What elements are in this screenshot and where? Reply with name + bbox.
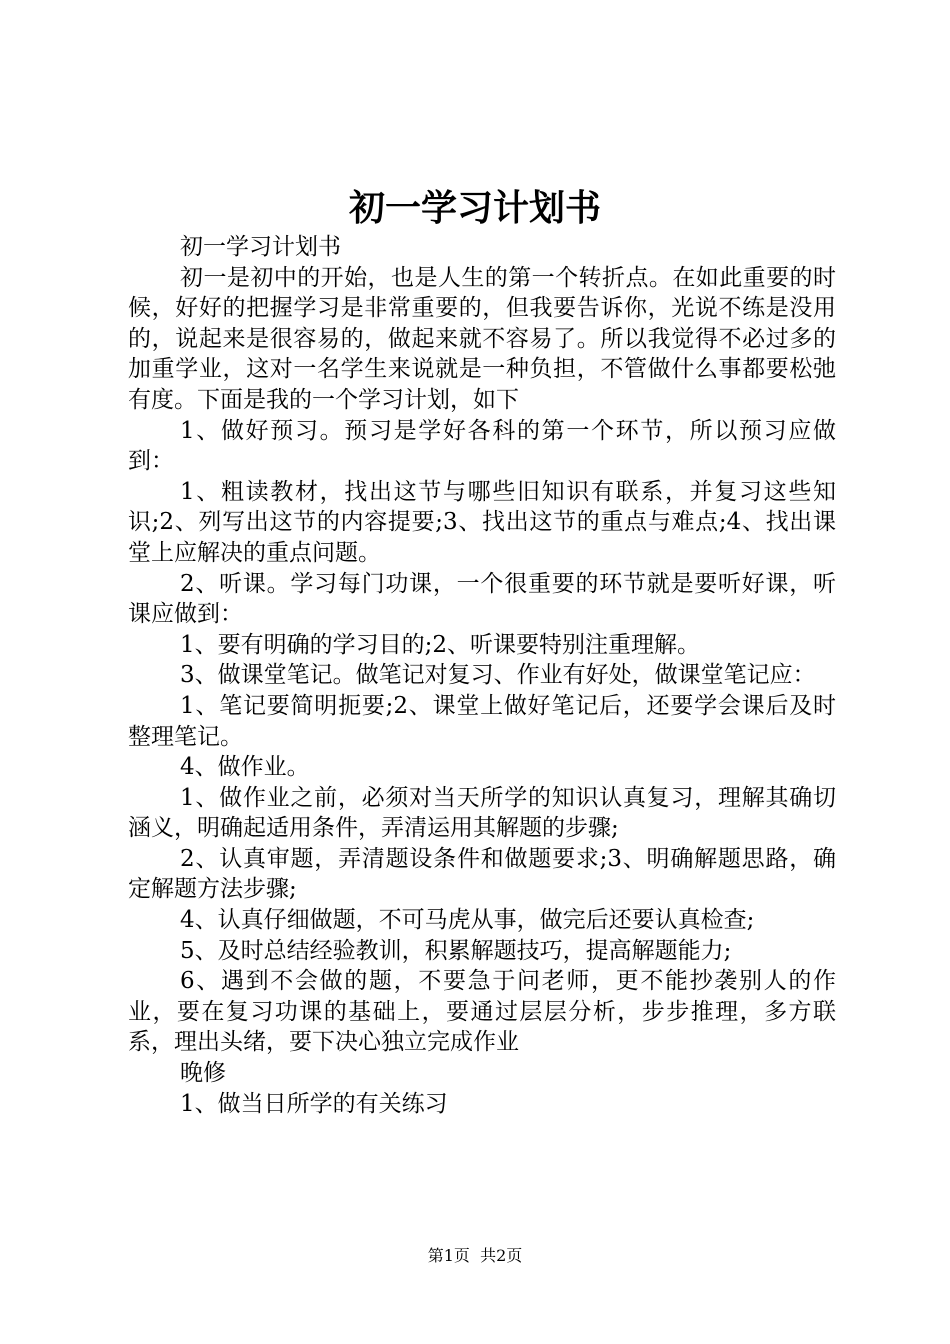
paragraph: 2、认真审题，弄清题设条件和做题要求;3、明确解题思路，确定解题方法步骤; [128, 845, 836, 903]
page-total: 共2页 [480, 1246, 523, 1265]
paragraph: 1、笔记要简明扼要;2、课堂上做好笔记后，还要学会课后及时整理笔记。 [128, 692, 836, 750]
paragraph: 5、及时总结经验教训，积累解题技巧，提高解题能力; [180, 937, 732, 964]
paragraph: 1、要有明确的学习目的;2、听课要特别注重理解。 [180, 631, 701, 658]
paragraph: 4、做作业。 [180, 754, 310, 781]
page-number: 第1页 [427, 1246, 470, 1265]
footer-separator [470, 1246, 480, 1265]
page-footer [0, 1246, 950, 1266]
paragraph: 2、听课。学习每门功课，一个很重要的环节就是要听好课，听课应做到： [128, 570, 836, 628]
document-title: 初一学习计划书 [348, 187, 601, 229]
paragraph: 1、做好预习。预习是学好各科的第一个环节，所以预习应做到： [128, 417, 836, 475]
document-body [128, 232, 836, 1119]
paragraph: 1、粗读教材，找出这节与哪些旧知识有联系，并复习这些知识;2、列写出这节的内容提要;3、找出这节的重点与难点;4、找出课堂上应解决的重点问题。 [128, 478, 836, 566]
paragraph: 初一是初中的开始，也是人生的第一个转折点。在如此重要的时候，好好的把握学习是非常重要的，但我要告诉你，光说不练是没用的，说起来是很容易的，做起来就不容易了。所以我觉得不必过多的加重学业，这对一名学生来说就是一种负担，不管做什么事都要松弛有度。下面是我的一个学习计划，如下 [128, 264, 836, 413]
paragraph: 1、做作业之前，必须对当天所学的知识认真复习，理解其确切涵义，明确起适用条件，弄清运用其解题的步骤; [128, 784, 836, 842]
paragraph: 4、认真仔细做题，不可马虎从事，做完后还要认真检查; [180, 907, 755, 934]
paragraph: 6、遇到不会做的题，不要急于问老师，更不能抄袭别人的作业，要在复习功课的基础上，要通过层层分析，步步推理，多方联系，理出头绪，要下决心独立完成作业 [128, 968, 836, 1056]
paragraph: 3、做课堂笔记。做笔记对复习、作业有好处，做课堂笔记应： [180, 662, 816, 689]
paragraph: 初一学习计划书 [180, 234, 341, 260]
paragraph: 1、做当日所学的有关练习 [180, 1090, 448, 1117]
paragraph: 晚修 [180, 1060, 226, 1087]
